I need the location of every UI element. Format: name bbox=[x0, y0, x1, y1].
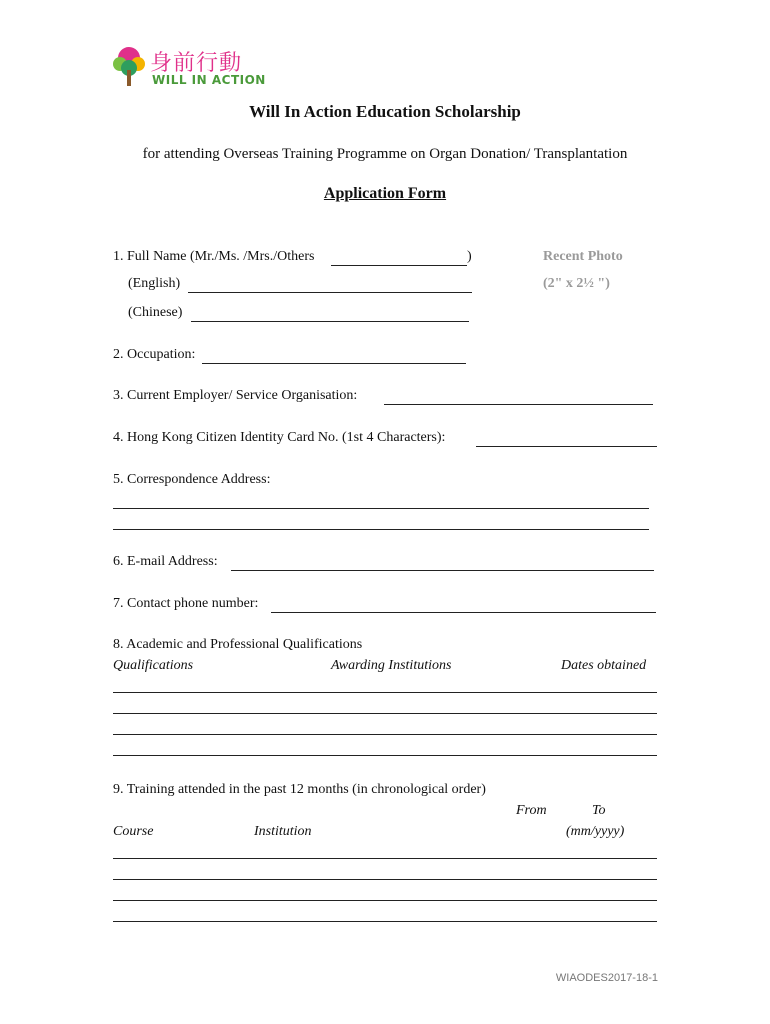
qualification-row-line[interactable] bbox=[113, 713, 657, 714]
course-column-header: Course bbox=[113, 824, 154, 839]
training-heading: 9. Training attended in the past 12 months (in chronological order) bbox=[113, 782, 486, 797]
address-line-2[interactable] bbox=[113, 529, 649, 530]
phone-line[interactable] bbox=[271, 612, 656, 613]
qualifications-column-header: Qualifications bbox=[113, 658, 194, 673]
training-row-line[interactable] bbox=[113, 879, 657, 880]
hkid-line[interactable] bbox=[476, 446, 657, 447]
title-other-line[interactable] bbox=[331, 265, 467, 266]
logo-english-text: WILL IN ACTION bbox=[152, 73, 266, 87]
english-name-label: (English) bbox=[128, 276, 181, 291]
photo-label: Recent Photo bbox=[543, 249, 623, 264]
logo-tree-icon bbox=[112, 44, 146, 90]
chinese-name-line[interactable] bbox=[191, 321, 469, 322]
training-row-line[interactable] bbox=[113, 858, 657, 859]
document-code: WIAODES2017-18-1 bbox=[555, 972, 658, 984]
qualification-row-line[interactable] bbox=[113, 734, 657, 735]
document-title: Will In Action Education Scholarship bbox=[249, 102, 521, 121]
qualification-row-line[interactable] bbox=[113, 755, 657, 756]
chinese-name-label: (Chinese) bbox=[128, 305, 183, 320]
to-column-header: To bbox=[592, 803, 606, 818]
employer-line[interactable] bbox=[384, 404, 653, 405]
training-row-line[interactable] bbox=[113, 900, 657, 901]
address-line-1[interactable] bbox=[113, 508, 649, 509]
phone-label: 7. Contact phone number: bbox=[113, 596, 259, 611]
institution-column-header: Institution bbox=[254, 824, 312, 839]
photo-size: (2" x 2½ ") bbox=[543, 276, 610, 291]
occupation-line[interactable] bbox=[202, 363, 466, 364]
hkid-label: 4. Hong Kong Citizen Identity Card No. (1st 4 Characters): bbox=[113, 430, 446, 445]
qualification-row-line[interactable] bbox=[113, 692, 657, 693]
organisation-logo bbox=[112, 44, 266, 90]
training-row-line[interactable] bbox=[113, 921, 657, 922]
dates-obtained-column-header: Dates obtained bbox=[561, 658, 647, 673]
address-label: 5. Correspondence Address: bbox=[113, 472, 271, 487]
awarding-institutions-column-header: Awarding Institutions bbox=[331, 658, 452, 673]
english-name-line[interactable] bbox=[188, 292, 472, 293]
full-name-close: ) bbox=[467, 249, 472, 264]
document-subtitle: for attending Overseas Training Programme on Organ Donation/ Transplantation bbox=[142, 146, 628, 162]
qualifications-heading: 8. Academic and Professional Qualifications bbox=[113, 637, 363, 652]
employer-label: 3. Current Employer/ Service Organisation: bbox=[113, 388, 358, 403]
date-format-column-header: (mm/yyyy) bbox=[566, 824, 625, 839]
occupation-label: 2. Occupation: bbox=[113, 347, 196, 362]
from-column-header: From bbox=[516, 803, 547, 818]
form-title: Application Form bbox=[323, 185, 447, 202]
email-label: 6. E-mail Address: bbox=[113, 554, 218, 569]
full-name-label: 1. Full Name (Mr./Ms. /Mrs./Others bbox=[113, 249, 315, 264]
logo-chinese-text: 身前行動 bbox=[150, 51, 243, 76]
email-line[interactable] bbox=[231, 570, 654, 571]
